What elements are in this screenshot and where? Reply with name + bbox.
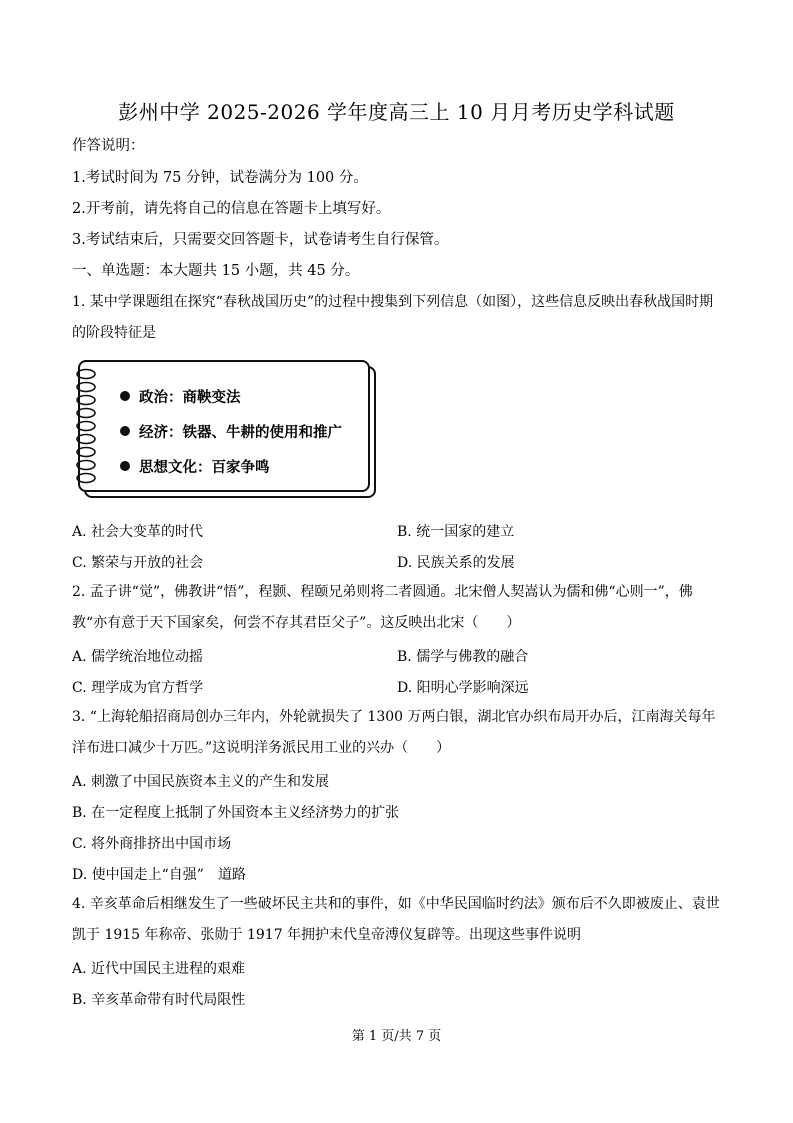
question-1-option-d[interactable]: D. 民族关系的发展 [397, 555, 515, 571]
section-heading: 一、单选题：本大题共 15 小题，共 45 分。 [72, 263, 360, 279]
spiral-binding-icon [72, 368, 102, 488]
figure-item-economy: 经济：铁器、牛耕的使用和推广 [120, 421, 342, 442]
bullet-icon [120, 426, 130, 436]
instruction-item-3: 3.考试结束后，只需要交回答题卡，试卷请考生自行保管。 [72, 232, 449, 248]
question-1-option-a[interactable]: A. 社会大变革的时代 [72, 524, 204, 540]
figure-item-politics: 政治：商鞅变法 [120, 386, 241, 407]
page-title: 彭州中学 2025-2026 学年度高三上 10 月月考历史学科试题 [118, 100, 675, 124]
instruction-item-1: 1.考试时间为 75 分钟，试卷满分为 100 分。 [72, 170, 368, 186]
instruction-item-2: 2.开考前，请先将自己的信息在答题卡上填写好。 [72, 201, 391, 217]
bullet-icon [120, 461, 130, 471]
question-3-option-c[interactable]: C. 将外商排挤出中国市场 [72, 836, 232, 852]
bullet-icon [120, 391, 130, 401]
question-2-stem: 2. 孟子讲“觉”，佛教讲“悟”，程颢、程颐兄弟则将二者圆通。北宋僧人契嵩认为儒和佛“心则一”，佛教“亦有意于天下国家矣，何尝不存其君臣父子”。这反映出北宋（ ） [72, 584, 693, 631]
question-3-option-d[interactable]: D. 使中国走上“自强” 道路 [72, 867, 246, 883]
page-footer: 第 1 页/共 7 页 [351, 1029, 442, 1044]
question-2-option-d[interactable]: D. 阳明心学影响深远 [397, 680, 529, 696]
question-4-option-b[interactable]: B. 辛亥革命带有时代局限性 [72, 992, 246, 1008]
question-2-option-c[interactable]: C. 理学成为官方哲学 [72, 680, 204, 696]
question-4-stem: 4. 辛亥革命后相继发生了一些破坏民主共和的事件，如《中华民国临时约法》颁布后不久即被废止、袁世凯于 1915 年称帝、张勋于 1917 年拥护末代皇帝溥仪复辟等。出现这些事件说明 [72, 896, 720, 943]
question-2-option-a[interactable]: A. 儒学统治地位动摇 [72, 649, 204, 665]
instructions-heading: 作答说明： [72, 138, 145, 154]
notebook-front-page [78, 360, 370, 492]
figure-item-culture: 思想文化：百家争鸣 [120, 456, 270, 477]
question-1-stem: 1. 某中学课题组在探究“春秋战国历史”的过程中搜集到下列信息（如图），这些信息反映出春秋战国时期的阶段特征是 [72, 294, 714, 341]
question-3-option-b[interactable]: B. 在一定程度上抵制了外国资本主义经济势力的扩张 [72, 805, 400, 821]
question-1-option-c[interactable]: C. 繁荣与开放的社会 [72, 555, 204, 571]
question-3-stem: 3. “上海轮船招商局创办三年内，外轮就损失了 1300 万两白银，湖北官办织布局开办后，江南海关每年洋布进口减少十万匹。”这说明洋务派民用工业的兴办（ ） [72, 709, 716, 756]
question-1-option-b[interactable]: B. 统一国家的建立 [397, 524, 515, 540]
question-2-option-b[interactable]: B. 儒学与佛教的融合 [397, 649, 529, 665]
question-4-option-a[interactable]: A. 近代中国民主进程的艰难 [72, 961, 246, 977]
question-3-option-a[interactable]: A. 刺激了中国民族资本主义的产生和发展 [72, 774, 330, 790]
question-1-figure [78, 360, 378, 500]
